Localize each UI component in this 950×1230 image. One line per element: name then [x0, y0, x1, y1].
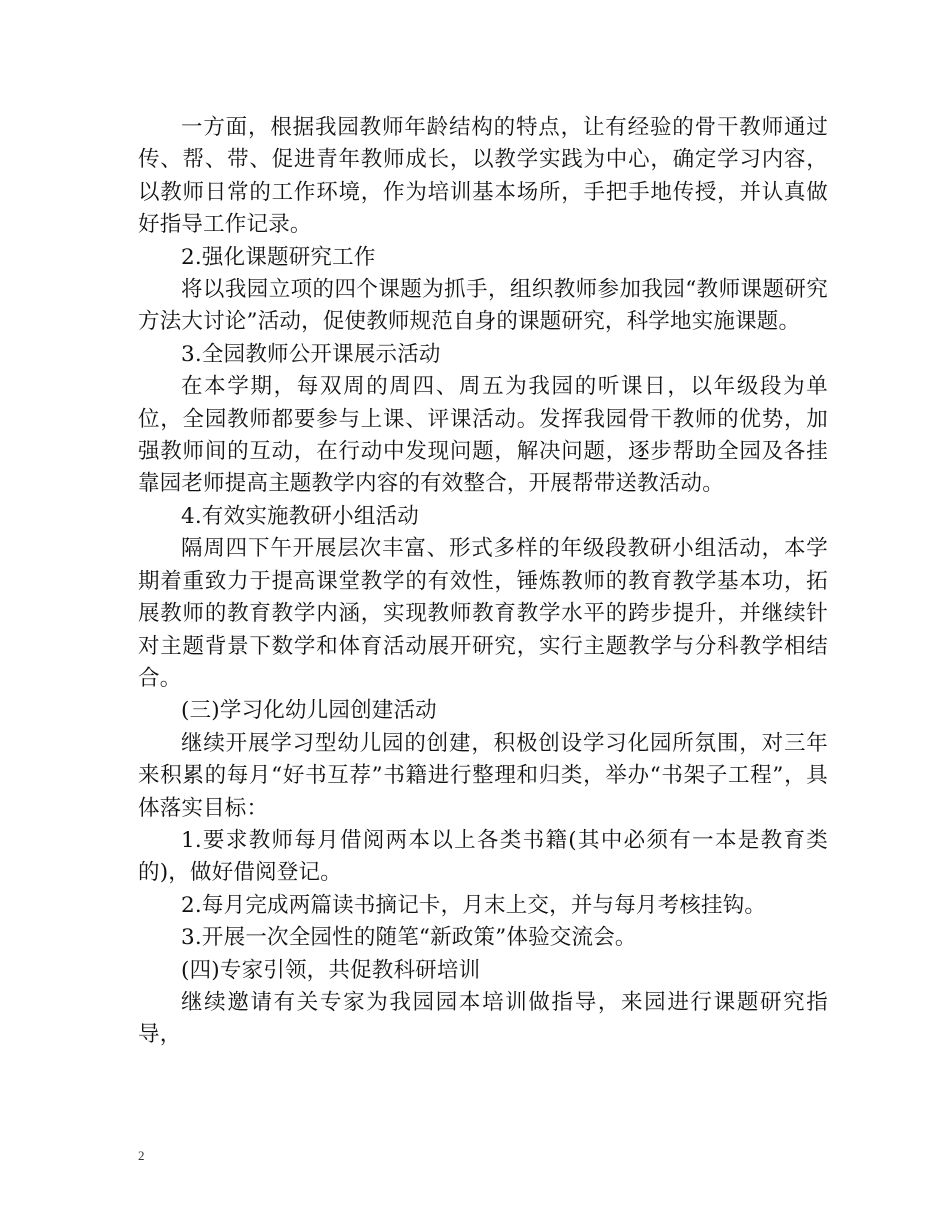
list-item: 3.开展一次全园性的随笔“新政策”体验交流会。	[181, 925, 637, 951]
list-item: 1.要求教师每月借阅两本以上各类书籍(其中必须有一本是教育类的)，做好借阅登记。	[138, 827, 828, 886]
section-heading: 2.强化课题研究工作	[181, 244, 376, 270]
list-item: 2.每月完成两篇读书摘记卡，月末上交，并与每月考核挂钩。	[181, 892, 767, 918]
section-heading: 3.全园教师公开课展示活动	[181, 341, 441, 367]
paragraph: 一方面，根据我园教师年龄结构的特点，让有经验的骨干教师通过传、帮、带、促进青年教师成长，以教学实践为中心，确定学习内容，以教师日常的工作环境，作为培训基本场所，手把手地传授，并认真做好指导工作记录。	[138, 115, 828, 238]
paragraph: 隔周四下午开展层次丰富、形式多样的年级段教研小组活动，本学期着重致力于提高课堂教学的有效性，锤炼教师的教育教学基本功，拓展教师的教育教学内涵，实现教师教育教学水平的跨步提升，并继续针对主题背景下数学和体育活动展开研究，实行主题教学与分科教学相结合。	[138, 536, 828, 691]
paragraph: 在本学期，每双周的周四、周五为我园的听课日，以年级段为单位，全园教师都要参与上课、评课活动。发挥我园骨干教师的优势，加强教师间的互动，在行动中发现问题，解决问题，逐步帮助全园及各挂靠园老师提高主题教学内容的有效整合，开展帮带送教活动。	[138, 374, 828, 497]
section-heading: (四)专家引领，共促教科研培训	[181, 957, 481, 983]
paragraph: 继续开展学习型幼儿园的创建，积极创设学习化园所氛围，对三年来积累的每月“好书互荐”书籍进行整理和归类，举办“书架子工程”，具体落实目标：	[138, 730, 828, 821]
section-heading: (三)学习化幼儿园创建活动	[181, 698, 437, 724]
page-number: 2	[138, 1148, 145, 1163]
section-heading: 4.有效实施教研小组活动	[181, 503, 419, 529]
paragraph: 继续邀请有关专家为我园园本培训做指导，来园进行课题研究指导，	[138, 989, 828, 1048]
paragraph: 将以我园立项的四个课题为抓手，组织教师参加我园“教师课题研究方法大讨论”活动，促使教师规范自身的课题研究，科学地实施课题。	[138, 277, 828, 335]
document-body	[138, 112, 828, 1052]
